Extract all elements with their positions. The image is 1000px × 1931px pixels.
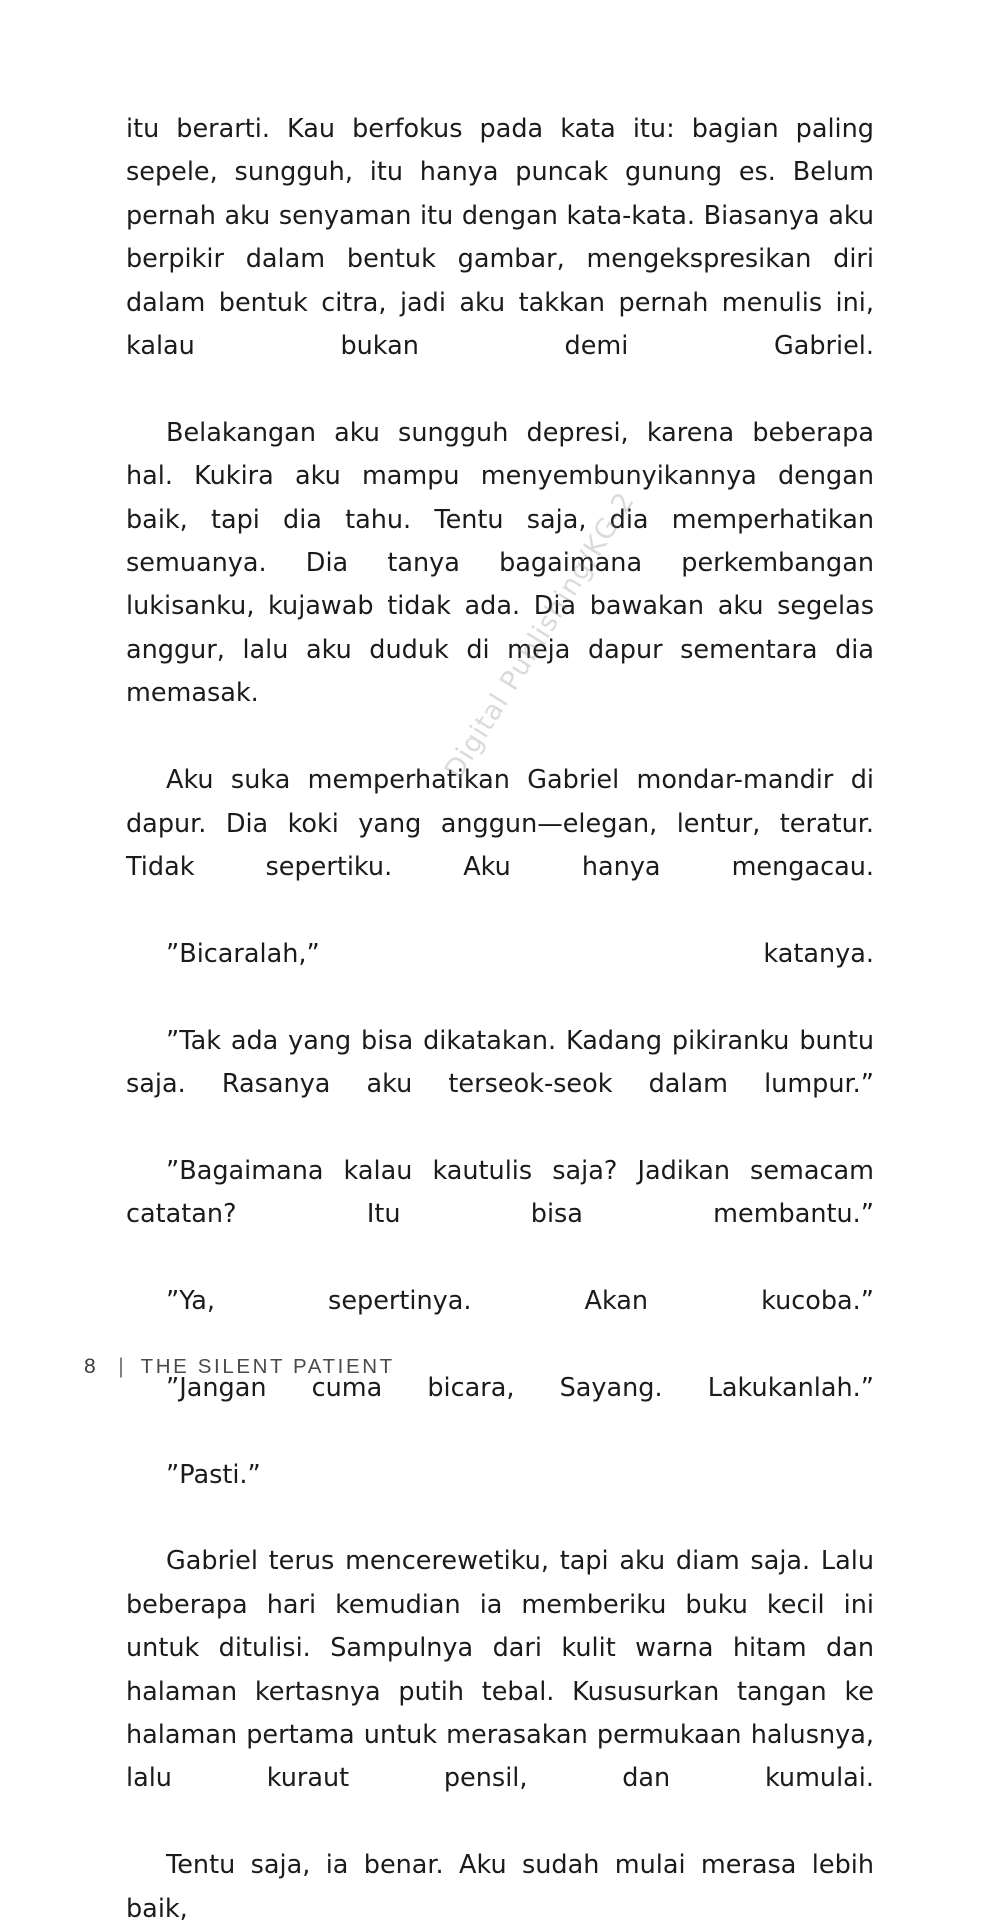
paragraph: ”Tak ada yang bisa dikatakan. Kadang pikiranku buntu saja. Rasanya aku terseok-seok dalam lumpur.” [126,1025,874,1099]
paragraph: Tentu saja, ia benar. Aku sudah mulai merasa lebih baik, [126,1850,874,1924]
page-number: 8 [84,1355,97,1378]
page-body-text [126,108,874,1931]
paragraph: itu berarti. Kau berfokus pada kata itu: bagian paling sepele, sungguh, itu hanya puncak gunung es. Belum pernah aku senyaman itu dengan kata-kata. Biasanya aku berpikir dalam bentuk gambar, mengekspresikan diri dalam bentuk citra, jadi aku takkan pernah menulis ini, kalau bukan demi Gabriel. [126,114,874,362]
paragraph: Aku suka memperhatikan Gabriel mondar-mandir di dapur. Dia koki yang anggun—elegan, lentur, teratur. Tidak sepertiku. Aku hanya mengacau. [126,765,874,882]
paragraph: Gabriel terus mencerewetiku, tapi aku diam saja. Lalu beberapa hari kemudian ia memberiku buku kecil ini untuk ditulisi. Sampulnya dari kulit warna hitam dan halaman kertasnya putih tebal. Kususurkan tangan ke halaman pertama untuk merasakan permukaan halusnya, lalu kuraut pensil, dan kumulai. [126,1546,874,1794]
paragraph: ”Jangan cuma bicara, Sayang. Lakukanlah.” [166,1372,874,1403]
book-title: THE SILENT PATIENT [140,1355,395,1378]
paragraph: Belakangan aku sungguh depresi, karena beberapa hal. Kukira aku mampu menyembunyikannya dengan baik, tapi dia tahu. Tentu saja, dia memperhatikan semuanya. Dia tanya bagaimana perkembangan lukisanku, kujawab tidak ada. Dia bawakan aku segelas anggur, lalu aku duduk di meja dapur sementara dia memasak. [126,417,874,709]
paragraph: ”Pasti.” [166,1459,261,1490]
paragraph: ”Bagaimana kalau kautulis saja? Jadikan semacam catatan? Itu bisa membantu.” [126,1155,874,1230]
paragraph: ”Bicaralah,” katanya. [166,938,874,969]
paragraph: ”Ya, sepertinya. Akan kucoba.” [166,1285,874,1316]
page-footer [84,1355,395,1379]
watermark-text: Digital Publishing/KG-2 [438,486,642,785]
footer-separator: | [118,1355,124,1378]
